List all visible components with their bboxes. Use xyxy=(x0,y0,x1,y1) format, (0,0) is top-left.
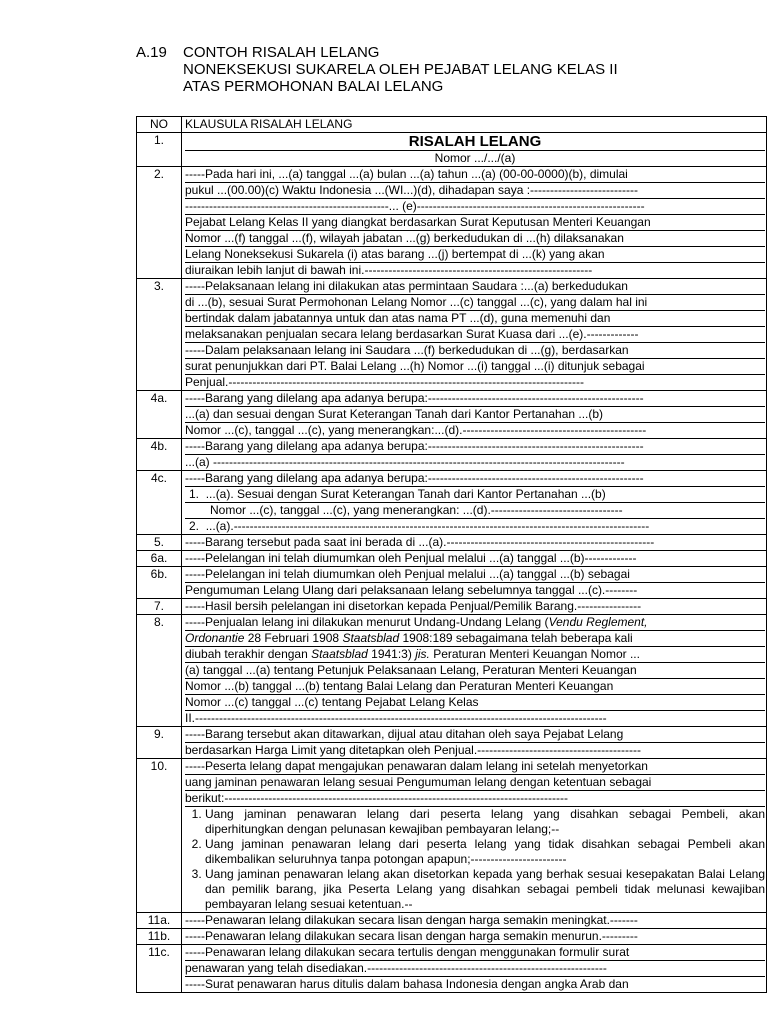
text-line: Nomor ...(c) tanggal ...(c) tentang Pejabat Lelang Kelas xyxy=(185,695,765,711)
row-content xyxy=(182,167,767,279)
table-row xyxy=(137,439,767,471)
table-row xyxy=(137,599,767,615)
table-row xyxy=(137,133,767,167)
table-row xyxy=(137,551,767,567)
text-line: pukul ...(00.00)(c) Waktu Indonesia ...(WI...)(d), dihadapan saya :--------------------------- xyxy=(185,183,765,199)
row-content xyxy=(182,913,767,929)
list-item-text: ...(a).-------------------------------------------------------------------------------------------------------- xyxy=(205,519,650,533)
text-line: berikut:-------------------------------------------------------------------------------------- xyxy=(185,791,765,807)
row-number: 6b. xyxy=(137,567,182,599)
row-content xyxy=(182,759,767,913)
table-row xyxy=(137,727,767,759)
text-run: 28 Februari 1908 xyxy=(244,631,343,645)
text-line: -----Pelelangan ini telah diumumkan oleh Penjual melalui ...(a) tanggal ...(b)------------- xyxy=(185,551,637,565)
table-row xyxy=(137,945,767,993)
text-line: -----Barang yang dilelang apa adanya berupa:------------------------------------------------------ xyxy=(185,391,765,407)
table-row xyxy=(137,567,767,599)
text-run: 1941:3) xyxy=(367,647,416,661)
list-item-continued: Nomor ...(c), tanggal ...(c), yang menerangkan: ...(d).--------------------------------- xyxy=(185,503,765,519)
list-item: 1. ...(a). Sesuai dengan Surat Keterangan Tanah dari Kantor Pertanahan ...(b) xyxy=(185,487,765,503)
table-row xyxy=(137,471,767,535)
list-item: 3. Uang jaminan penawaran lelang akan disetorkan kepada yang berhak sesuai kesepakatan Balai Lelang dan pemilik barang, jika Peserta Lelang yang disahkan sebagai pembeli tidak melunasi kewajiban pembayaran lelang sesuai ketentuan.-- xyxy=(205,867,765,912)
text-line: -----Barang tersebut pada saat ini berada di ...(a).---------------------------------------------------- xyxy=(185,535,655,549)
text-line: -----Barang tersebut akan ditawarkan, dijual atau ditahan oleh saya Pejabat Lelang xyxy=(185,727,765,743)
row-number: 2. xyxy=(137,167,182,279)
row-content xyxy=(182,727,767,759)
text-line: Lelang Noneksekusi Sukarela (i) atas barang ...(j) bertempat di ...(k) yang akan xyxy=(185,247,765,263)
row-content xyxy=(182,535,767,551)
italic-text: Ordonantie xyxy=(185,631,245,645)
row-content xyxy=(182,615,767,727)
heading-line-3: ATAS PERMOHONAN BALAI LELANG xyxy=(183,78,444,95)
row-content xyxy=(182,439,767,471)
text-line: ...(a) ------------------------------------------------------------------------------------------------------- xyxy=(185,455,625,469)
table-row xyxy=(137,759,767,913)
row-number: 11a. xyxy=(137,913,182,929)
row-number: 6a. xyxy=(137,551,182,567)
italic-text: Staatsblad xyxy=(342,631,400,645)
table-header-row xyxy=(137,117,767,133)
table-row xyxy=(137,167,767,279)
table-row xyxy=(137,391,767,439)
column-header-no: NO xyxy=(137,117,182,133)
table-row xyxy=(137,279,767,391)
text-run: Peraturan Menteri Keuangan Nomor ... xyxy=(429,647,640,661)
row-number: 5. xyxy=(137,535,182,551)
row-content xyxy=(182,945,767,993)
risalah-title: RISALAH LELANG xyxy=(185,133,765,151)
row-number: 9. xyxy=(137,727,182,759)
row-number: 1. xyxy=(137,133,182,167)
text-line: Penjual.----------------------------------------------------------------------------------------- xyxy=(185,375,585,389)
text-line: ---------------------------------------------------... (e)--------------------------------------------------------- xyxy=(185,199,765,215)
text-line: II.------------------------------------------------------------------------------------------------------- xyxy=(185,711,607,725)
row-number: 4b. xyxy=(137,439,182,471)
text-line: -----Pelelangan ini telah diumumkan oleh Penjual melalui ...(a) tanggal ...(b) sebagai xyxy=(185,567,765,583)
text-line xyxy=(185,631,765,647)
list-item-text: ...(a). Sesuai dengan Surat Keterangan Tanah dari Kantor Pertanahan ...(b) xyxy=(205,487,606,501)
row-number: 3. xyxy=(137,279,182,391)
klausula-table xyxy=(136,116,767,993)
text-line: -----Barang yang dilelang apa adanya berupa:------------------------------------------------------ xyxy=(185,439,765,455)
table-row xyxy=(137,929,767,945)
heading-line-1: CONTOH RISALAH LELANG xyxy=(183,44,380,61)
text-line: -----Surat penawaran harus ditulis dalam bahasa Indonesia dengan angka Arab dan xyxy=(185,977,629,991)
text-line: -----Penawaran lelang dilakukan secara lisan dengan harga semakin menurun.--------- xyxy=(185,929,638,943)
row-number: 8. xyxy=(137,615,182,727)
text-line: -----Penawaran lelang dilakukan secara tertulis dengan menggunakan formulir surat xyxy=(185,945,765,961)
text-line: Nomor ...(c), tanggal ...(c), yang menerangkan:...(d).---------------------------------------------- xyxy=(185,423,647,437)
list-item: 2. Uang jaminan penawaran lelang dari peserta lelang yang tidak disahkan sebagai Pembeli akan dikembalikan seluruhnya tanpa potongan apapun;------------------------ xyxy=(205,837,765,867)
text-line: -----Hasil bersih pelelangan ini disetorkan kepada Penjual/Pemilik Barang.---------------- xyxy=(185,599,642,613)
row-content xyxy=(182,391,767,439)
text-line: surat penunjukkan dari PT. Balai Lelang ...(h) Nomor ...(i) tanggal ...(i) ditunjuk sebagai xyxy=(185,359,765,375)
text-line: melaksanakan penjualan secara lelang berdasarkan Surat Kuasa dari ...(e).------------- xyxy=(185,327,765,343)
text-line: Nomor ...(b) tanggal ...(b) tentang Balai Lelang dan Peraturan Menteri Keuangan xyxy=(185,679,765,695)
row-content xyxy=(182,599,767,615)
row-number: 10. xyxy=(137,759,182,913)
row-content xyxy=(182,133,767,167)
document-heading xyxy=(136,44,618,95)
ordered-list xyxy=(185,807,765,912)
row-number: 11c. xyxy=(137,945,182,993)
text-line: -----Dalam pelaksanaan lelang ini Saudara ...(f) berkedudukan di ...(g), berdasarkan xyxy=(185,343,765,359)
heading-line-2: NONEKSEKUSI SUKARELA OLEH PEJABAT LELANG KELAS II xyxy=(183,61,618,78)
row-content xyxy=(182,471,767,535)
section-number: A.19 xyxy=(136,44,167,61)
row-content xyxy=(182,551,767,567)
table-row xyxy=(137,535,767,551)
text-line: bertindak dalam jabatannya untuk dan atas nama PT ...(d), guna memenuhi dan xyxy=(185,311,765,327)
text-line: di ...(b), sesuai Surat Permohonan Lelang Nomor ...(c) tanggal ...(c), yang dalam hal ini xyxy=(185,295,765,311)
text-line: Nomor ...(f) tanggal ...(f), wilayah jabatan ...(g) berkedudukan di ...(h) dilaksanakan xyxy=(185,231,765,247)
text-line xyxy=(185,615,765,631)
text-line: Pengumuman Lelang Ulang dari pelaksanaan lelang sebelumnya tanggal ...(c).-------- xyxy=(185,583,638,597)
risalah-nomor: Nomor .../.../(a) xyxy=(434,151,516,165)
text-line: uang jaminan penawaran lelang sesuai Pengumuman lelang dengan ketentuan sebagai xyxy=(185,775,765,791)
text-line: Pejabat Lelang Kelas II yang diangkat berdasarkan Surat Keputusan Menteri Keuangan xyxy=(185,215,765,231)
table-row xyxy=(137,913,767,929)
text-line: -----Peserta lelang dapat mengajukan penawaran dalam lelang ini setelah menyetorkan xyxy=(185,759,765,775)
text-run: -----Penjualan lelang ini dilakukan menurut Undang-Undang Lelang ( xyxy=(185,615,549,629)
column-header-klausula: KLAUSULA RISALAH LELANG xyxy=(182,117,767,133)
row-number: 7. xyxy=(137,599,182,615)
text-line: (a) tanggal ...(a) tentang Petunjuk Pelaksanaan Lelang, Peraturan Menteri Keuangan xyxy=(185,663,765,679)
text-run: diubah terakhir dengan xyxy=(185,647,312,661)
text-line: -----Pada hari ini, ...(a) tanggal ...(a) bulan ...(a) tahun ...(a) (00-00-0000)(b), dimulai xyxy=(185,167,765,183)
row-content xyxy=(182,279,767,391)
table-row xyxy=(137,615,767,727)
text-line: ...(a) dan sesuai dengan Surat Keterangan Tanah dari Kantor Pertanahan ...(b) xyxy=(185,407,765,423)
text-run: 1908:189 sebagaimana telah beberapa kali xyxy=(399,631,633,645)
text-line: diuraikan lebih lanjut di bawah ini.--------------------------------------------------------- xyxy=(185,263,593,277)
italic-text: jis. xyxy=(415,647,430,661)
italic-text: Staatsblad xyxy=(311,647,368,661)
text-line: -----Barang yang dilelang apa adanya berupa:------------------------------------------------------ xyxy=(185,471,765,487)
row-number: 4c. xyxy=(137,471,182,535)
row-number: 4a. xyxy=(137,391,182,439)
text-line xyxy=(185,647,765,663)
row-content xyxy=(182,929,767,945)
text-line: berdasarkan Harga Limit yang ditetapkan oleh Penjual.----------------------------------------- xyxy=(185,743,642,757)
list-item: 2. ...(a).-------------------------------------------------------------------------------------------------------- xyxy=(189,519,650,533)
text-line: -----Penawaran lelang dilakukan secara lisan dengan harga semakin meningkat.------- xyxy=(185,913,638,927)
text-line: penawaran yang telah disediakan.------------------------------------------------------------ xyxy=(185,961,765,977)
row-content xyxy=(182,567,767,599)
list-item: 1. Uang jaminan penawaran lelang dari peserta lelang yang disahkan sebagai Pembeli, akan diperhitungkan dengan pelunasan kewajiban pembayaran lelang;-- xyxy=(205,807,765,837)
text-line: -----Pelaksanaan lelang ini dilakukan atas permintaan Saudara :...(a) berkedudukan xyxy=(185,279,765,295)
row-number: 11b. xyxy=(137,929,182,945)
italic-text: Vendu Reglement, xyxy=(548,615,648,629)
